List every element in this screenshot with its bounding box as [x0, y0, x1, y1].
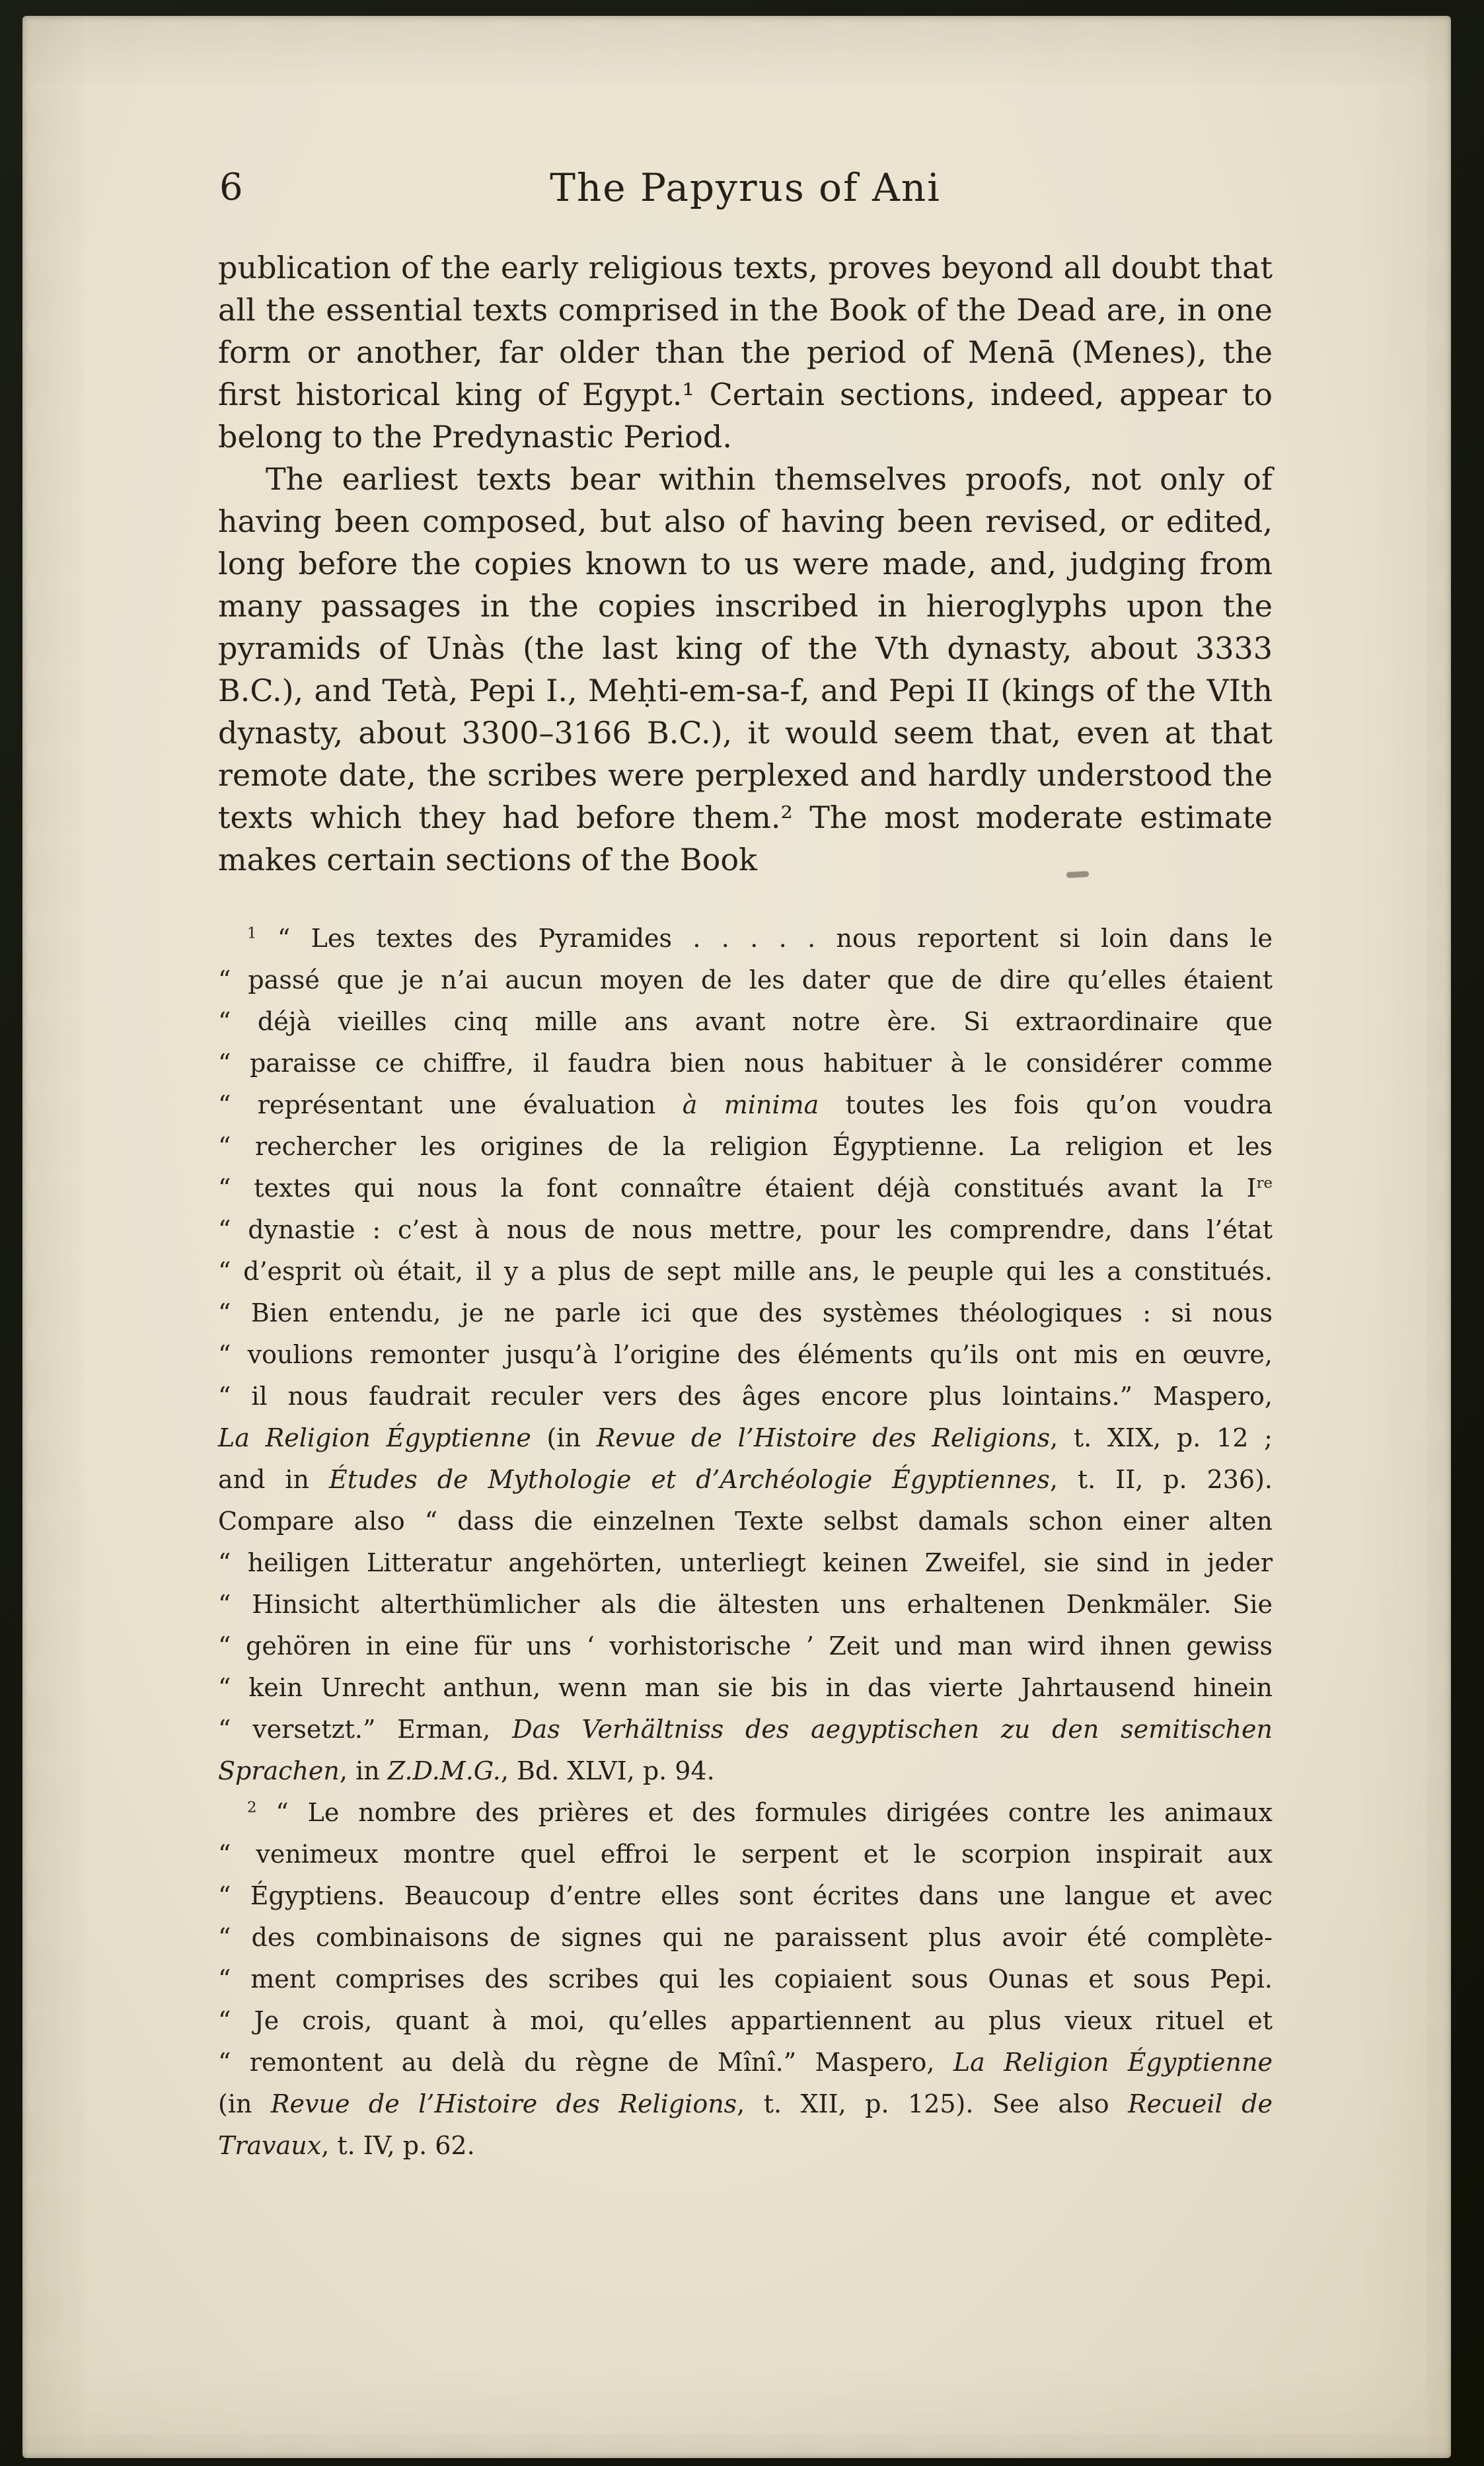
- footnote-line: [218, 1792, 1273, 1834]
- footnote-marker: 2: [247, 1799, 257, 1816]
- footnote-line: [218, 1209, 1273, 1251]
- footnote-line: [218, 1625, 1273, 1667]
- text-segment: toutes les fois qu’on voudra: [819, 1090, 1273, 1119]
- footnote-line: [218, 1959, 1273, 2000]
- text-segment: Revue de l’Histoire des Religions: [596, 1423, 1051, 1452]
- text-segment: , Bd. XLVI, p. 94.: [500, 1756, 715, 1785]
- text-segment: Recueil de: [1128, 2089, 1273, 2118]
- footnote-line: [218, 1750, 1273, 1792]
- footnote-line: [218, 918, 1273, 959]
- footnote-1: [218, 918, 1273, 1792]
- text-segment: Études de Mythologie et d’Archéologie Égyptiennes: [328, 1465, 1050, 1494]
- text-segment: Travaux: [218, 2131, 322, 2160]
- footnote-line: [218, 1542, 1273, 1584]
- footnotes: [218, 918, 1273, 2167]
- footnote-line: [218, 2000, 1273, 2042]
- footnote-line: [218, 1417, 1273, 1459]
- text-segment: Das Verhältniss des aegyptischen zu den semitischen: [512, 1715, 1273, 1744]
- footnote-line: [218, 1001, 1273, 1043]
- text-segment: “ Les textes des Pyramides . . . . . nous reportent si loin dans le: [256, 924, 1273, 953]
- text-segment: “ versetzt.” Erman,: [218, 1715, 513, 1744]
- text-segment: , in: [339, 1756, 388, 1785]
- paragraph: publication of the early religious texts, proves beyond all doubt that all the essential texts comprised in the Book of the Dead are, in one form or another, far older than the period of Menā (Menes), the first historical king of Egypt.¹ Certain sections, indeed, appear to belong to the Predynastic Period.: [218, 250, 1273, 455]
- text-segment: “ venimeux montre quel effroi le serpent et le scorpion inspirait aux: [218, 1840, 1273, 1869]
- text-segment: “ dynastie : c’est à nous de nous mettre, pour les comprendre, dans l’état: [218, 1215, 1273, 1244]
- footnote-line: [218, 1168, 1273, 1209]
- text-segment: “ déjà vieilles cinq mille ans avant notre ère. Si extraordinaire que: [218, 1007, 1273, 1036]
- footnote-marker: 1: [247, 924, 257, 942]
- footnote-line: [218, 1917, 1273, 1959]
- footnote-line: [218, 1126, 1273, 1168]
- text-segment: “ remontent au delà du règne de Mînî.” Maspero,: [218, 2048, 953, 2077]
- text-segment: “ kein Unrecht anthun, wenn man sie bis in das vierte Jahrtausend hinein: [218, 1673, 1273, 1702]
- text-segment: Z.D.M.G.: [387, 1756, 501, 1785]
- page-number: 6: [219, 166, 243, 209]
- text-segment: Compare also “ dass die einzelnen Texte selbst damals schon einer alten: [218, 1507, 1273, 1536]
- body-text: [218, 246, 1273, 881]
- footnote-line: [218, 2042, 1273, 2083]
- text-segment: “ paraisse ce chiffre, il faudra bien nous habituer à le considérer comme: [218, 1049, 1273, 1078]
- footnote-line: [218, 959, 1273, 1001]
- footnote-line: [218, 2083, 1273, 2125]
- text-segment: “ Le nombre des prières et des formules dirigées contre les animaux: [256, 1798, 1273, 1827]
- footnote-line: [218, 1251, 1273, 1292]
- text-segment: “ Hinsicht alterthümlicher als die ältesten uns erhaltenen Denkmäler. Sie: [218, 1590, 1273, 1619]
- footnote-line: [218, 1459, 1273, 1501]
- page-content: [218, 165, 1273, 2167]
- footnote-line: [218, 1501, 1273, 1542]
- footnote-line: [218, 1584, 1273, 1625]
- text-segment: La Religion Égyptienne: [218, 1423, 531, 1452]
- book-page: [22, 16, 1451, 2458]
- text-segment: “ Égyptiens. Beaucoup d’entre elles sont écrites dans une langue et avec: [218, 1881, 1273, 1910]
- footnote-line: [218, 1875, 1273, 1917]
- text-segment: “ Bien entendu, je ne parle ici que des systèmes théologiques : si nous: [218, 1298, 1273, 1327]
- text-segment: , t. II, p. 236).: [1049, 1465, 1273, 1494]
- running-title: The Papyrus of Ani: [550, 165, 941, 210]
- text-segment: “ voulions remonter jusqu’à l’origine des éléments qu’ils ont mis en œuvre,: [218, 1340, 1273, 1369]
- footnote-line: [218, 1709, 1273, 1750]
- text-segment: “ gehören in eine für uns ‘ vorhistorische ’ Zeit und man wird ihnen gewiss: [218, 1631, 1273, 1661]
- footnote-line: [218, 1043, 1273, 1084]
- text-segment: “ des combinaisons de signes qui ne paraissent plus avoir été complète-: [218, 1923, 1273, 1952]
- footnote-line: [218, 1334, 1273, 1376]
- page-header: [218, 165, 1273, 211]
- text-segment: “ d’esprit où était, il y a plus de sept mille ans, le peuple qui les a constitués.: [218, 1257, 1273, 1286]
- text-segment: Revue de l’Histoire des Religions: [270, 2089, 737, 2118]
- text-segment: “ Je crois, quant à moi, qu’elles appartiennent au plus vieux rituel et: [218, 2006, 1273, 2035]
- text-segment: “ il nous faudrait reculer vers des âges encore plus lointains.” Maspero,: [218, 1382, 1273, 1411]
- text-segment: “ heiligen Litteratur angehörten, unterliegt keinen Zweifel, sie sind in jeder: [218, 1548, 1273, 1577]
- footnote-2: [218, 1792, 1273, 2167]
- text-segment: , t. XII, p. 125). See also: [737, 2089, 1129, 2118]
- text-segment: La Religion Égyptienne: [953, 2048, 1273, 2077]
- text-segment: “ passé que je n’ai aucun moyen de les dater que de dire qu’elles étaient: [218, 965, 1273, 994]
- text-segment: (in: [218, 2089, 271, 2118]
- ink-smudge: [1066, 871, 1089, 878]
- text-segment: à minima: [682, 1090, 819, 1119]
- footnote-line: [218, 1834, 1273, 1875]
- text-segment: (in: [531, 1423, 597, 1452]
- paragraph: The earliest texts bear within themselves proofs, not only of having been composed, but also of having been revised, or edited, long before the copies known to us were made, and, judging from many passages in the copies inscribed in hieroglyphs upon the pyramids of Unàs (the last king of the Vth dynasty, about 3333 B.C.), and Tetà, Pepi I., Meḥti-em-sa-f, and Pepi II (kings of the VIth dynasty, about 3300–3166 B.C.), it would seem that, even at that remote date, the scribes were perplexed and hardly understood the texts which they had before them.² The most moderate estimate makes certain sections of the Book: [218, 461, 1273, 878]
- footnote-line: [218, 1376, 1273, 1417]
- footnote-line: [218, 2125, 1273, 2167]
- text-segment: Sprachen: [218, 1756, 340, 1785]
- text-segment: and in: [218, 1465, 329, 1494]
- footnote-marker: re: [1256, 1174, 1273, 1192]
- text-segment: “ ment comprises des scribes qui les copiaient sous Ounas et sous Pepi.: [218, 1964, 1273, 1994]
- footnote-line: [218, 1084, 1273, 1126]
- text-segment: “ rechercher les origines de la religion Égyptienne. La religion et les: [218, 1132, 1273, 1161]
- footnote-line: [218, 1667, 1273, 1709]
- text-segment: , t. IV, p. 62.: [321, 2131, 475, 2160]
- text-segment: “ représentant une évaluation: [218, 1090, 683, 1119]
- footnote-line: [218, 1292, 1273, 1334]
- text-segment: , t. XIX, p. 12 ;: [1050, 1423, 1273, 1452]
- text-segment: “ textes qui nous la font connaître étaient déjà constitués avant la I: [218, 1174, 1257, 1203]
